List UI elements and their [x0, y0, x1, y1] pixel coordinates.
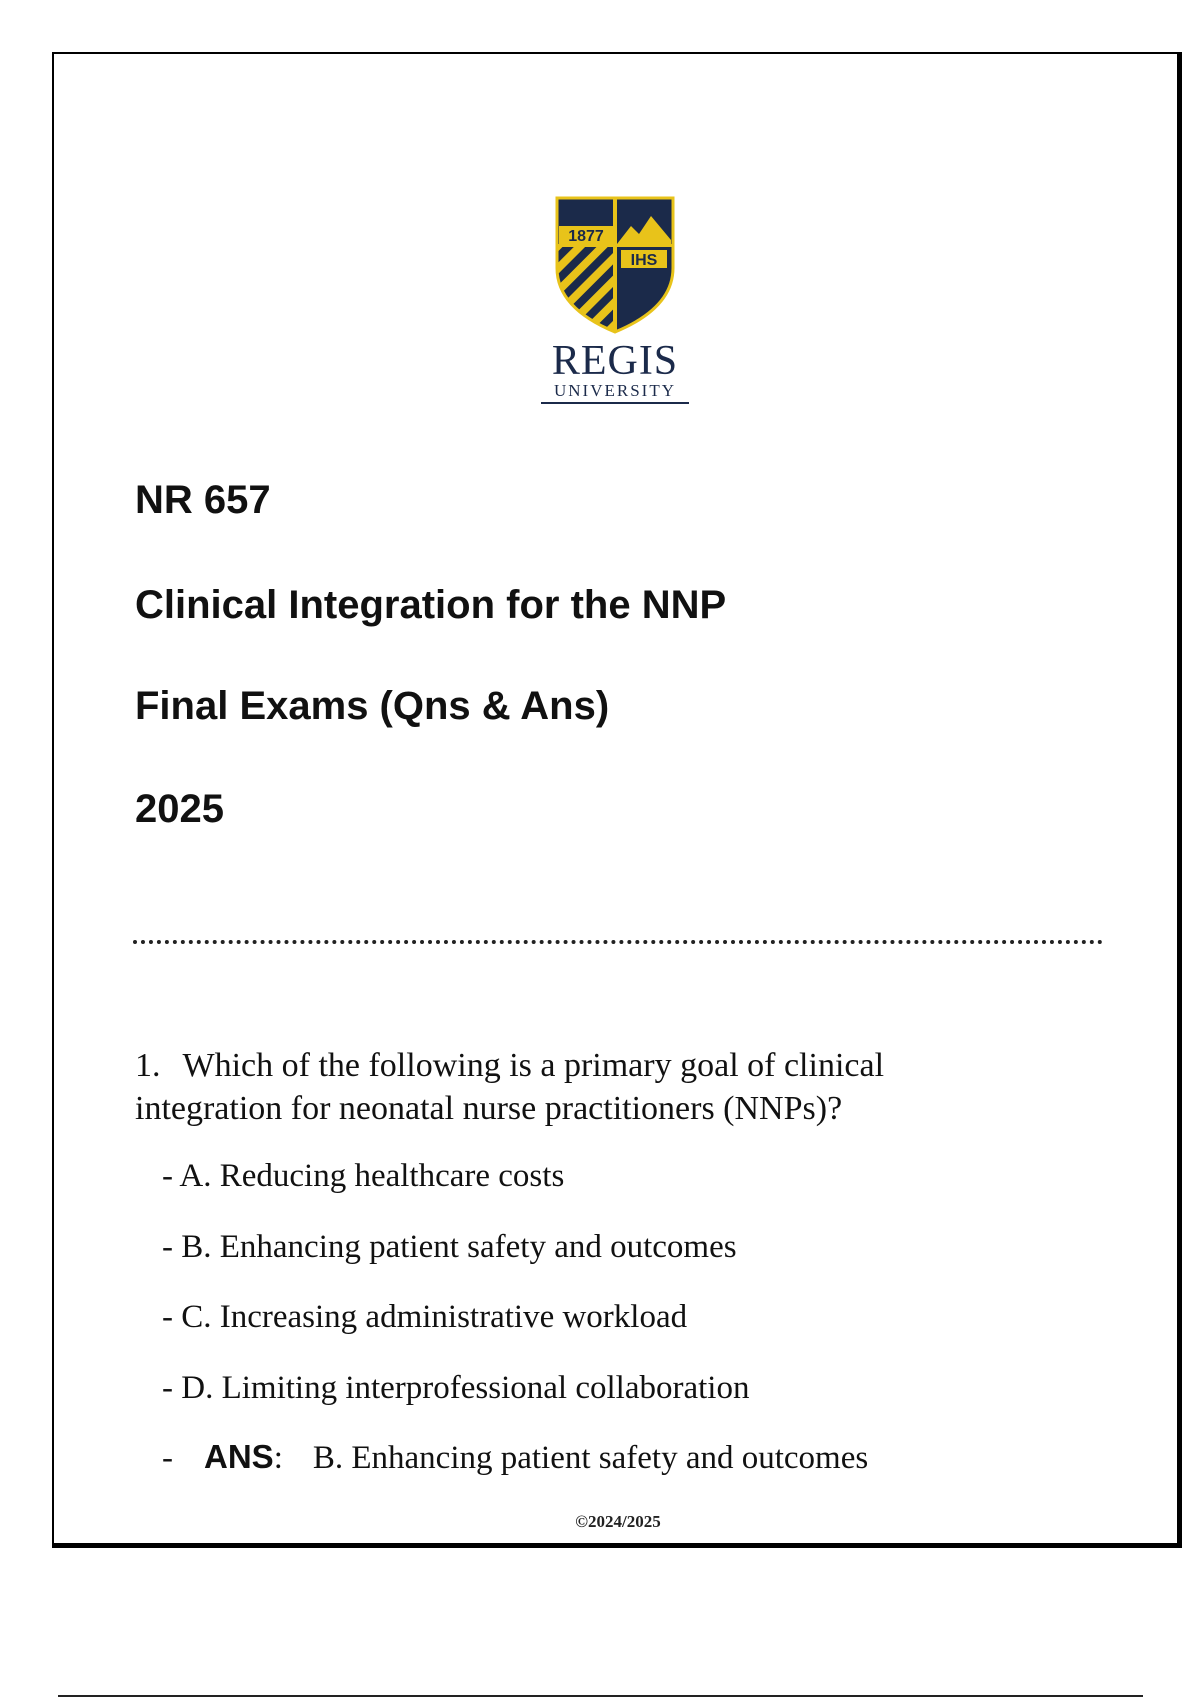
- exam-title: Final Exams (Qns & Ans): [135, 684, 610, 728]
- copyright-footer: ©2024/2025: [575, 1512, 661, 1531]
- answer-text: B. Enhancing patient safety and outcomes: [312, 1440, 869, 1476]
- exam-year: 2025: [135, 787, 224, 831]
- course-code: NR 657: [135, 478, 271, 522]
- question-text: [135, 1044, 1035, 1130]
- question-body: Which of the following is a primary goal of clinical integration for neonatal nurse practitioners (NNPs)?: [135, 1047, 885, 1127]
- bottom-rule: [58, 1695, 1143, 1697]
- option-a: - A. Reducing healthcare costs: [162, 1158, 565, 1194]
- logo-name: REGIS: [551, 338, 679, 384]
- regis-university-logo: [495, 190, 735, 420]
- option-c: - C. Increasing administrative workload: [162, 1299, 688, 1335]
- logo-subname: UNIVERSITY: [541, 382, 689, 404]
- shield-year-text: 1877: [568, 228, 604, 245]
- answer-label: ANS: [204, 1438, 274, 1475]
- answer-dash: -: [162, 1440, 173, 1476]
- option-d: - D. Limiting interprofessional collaboration: [162, 1370, 750, 1406]
- dotted-divider: [133, 940, 1103, 944]
- shield-icon: [495, 190, 735, 335]
- option-b: - B. Enhancing patient safety and outcomes: [162, 1229, 737, 1265]
- shield-initials-text: IHS: [630, 252, 658, 269]
- answer-line: [162, 1440, 868, 1475]
- question-number: 1.: [135, 1047, 161, 1084]
- answer-colon: :: [273, 1440, 283, 1476]
- course-title: Clinical Integration for the NNP: [135, 583, 727, 627]
